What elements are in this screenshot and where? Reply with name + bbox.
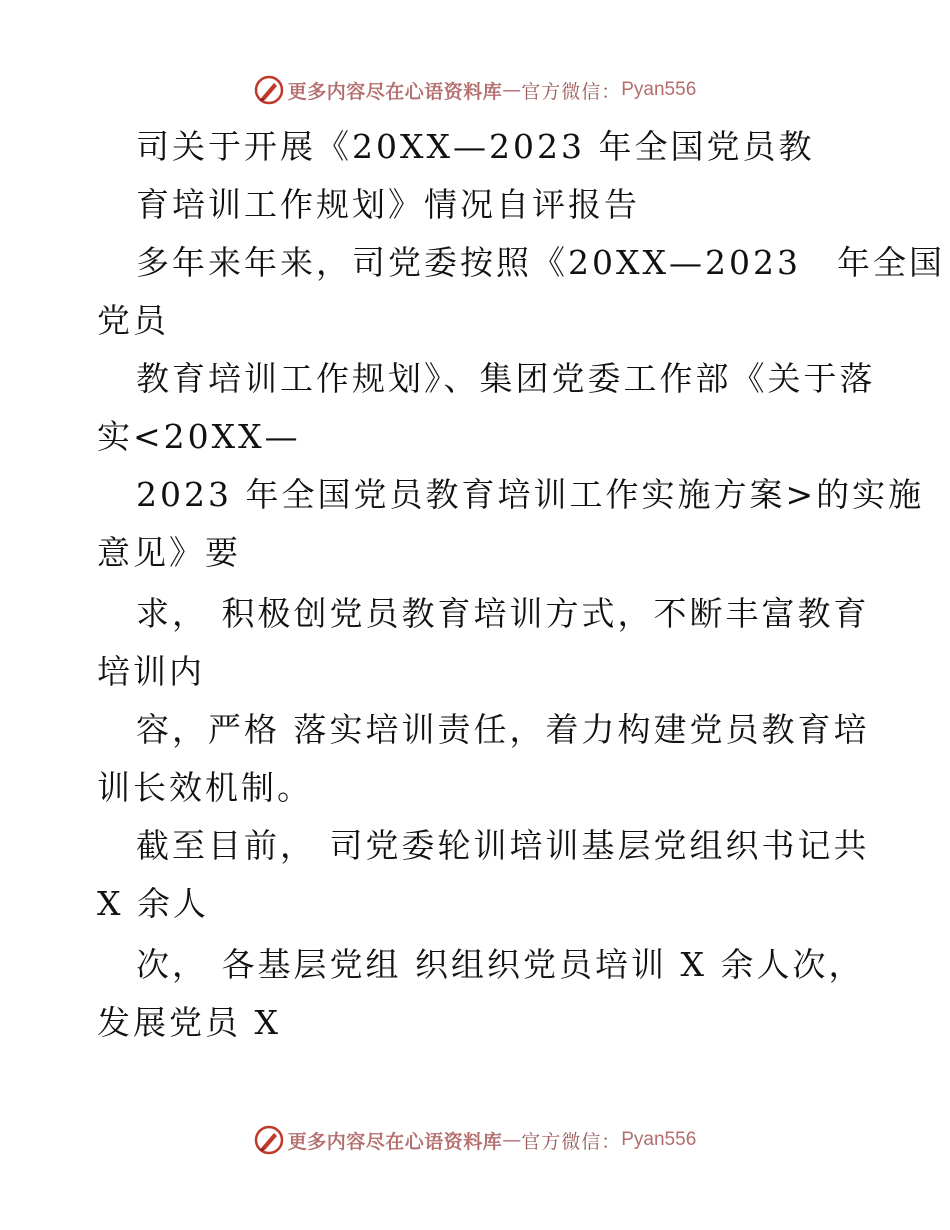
paragraph-line: 求， 积极创党员教育培训方式，不断丰富教育: [136, 594, 870, 633]
banner-text: 更多内容尽在心语资料库: [287, 80, 503, 103]
pen-logo-icon: [254, 1125, 284, 1155]
paragraph-line: 意见》要: [97, 533, 241, 572]
banner-dash: —: [502, 79, 522, 101]
paragraph-line: 多年来年来，司党委按照《20XX—2023 年全国: [136, 243, 945, 282]
banner-wechat-id: Pyan556: [621, 1129, 697, 1150]
footer-watermark-banner: [0, 1120, 950, 1160]
paragraph-line: 实<20XX—: [97, 417, 301, 456]
paragraph-line: 党员: [97, 301, 169, 340]
paragraph-line: 教育培训工作规划》、集团党委工作部《关于落: [136, 359, 876, 398]
header-watermark-banner: [0, 70, 950, 110]
paragraph-line: 训长效机制。: [97, 768, 313, 807]
paragraph-line: 次， 各基层党组 织组织党员培训 X 余人次，: [136, 945, 865, 984]
paragraph-line: 2023 年全国党员教育培训工作实施方案>的实施: [136, 475, 925, 514]
paragraph-line: 培训内: [97, 652, 205, 691]
banner-wechat-label: 官方微信：: [521, 80, 622, 103]
title-line-1: 司关于开展《20XX—2023 年全国党员教: [136, 127, 815, 166]
title-line-2: 育培训工作规划》情况自评报告: [136, 185, 640, 224]
paragraph-line: 容，严格 落实培训责任，着力构建党员教育培: [136, 710, 870, 749]
banner-dash: —: [502, 1129, 522, 1151]
banner-wechat-label: 官方微信：: [521, 1130, 622, 1153]
paragraph-line: X 余人: [97, 884, 209, 923]
paragraph-line: 截至目前， 司党委轮训培训基层党组织书记共: [136, 826, 870, 865]
pen-logo-icon: [254, 75, 284, 105]
banner-wechat-id: Pyan556: [621, 79, 697, 100]
paragraph-line: 发展党员 X: [97, 1003, 281, 1042]
banner-text: 更多内容尽在心语资料库: [287, 1130, 503, 1153]
